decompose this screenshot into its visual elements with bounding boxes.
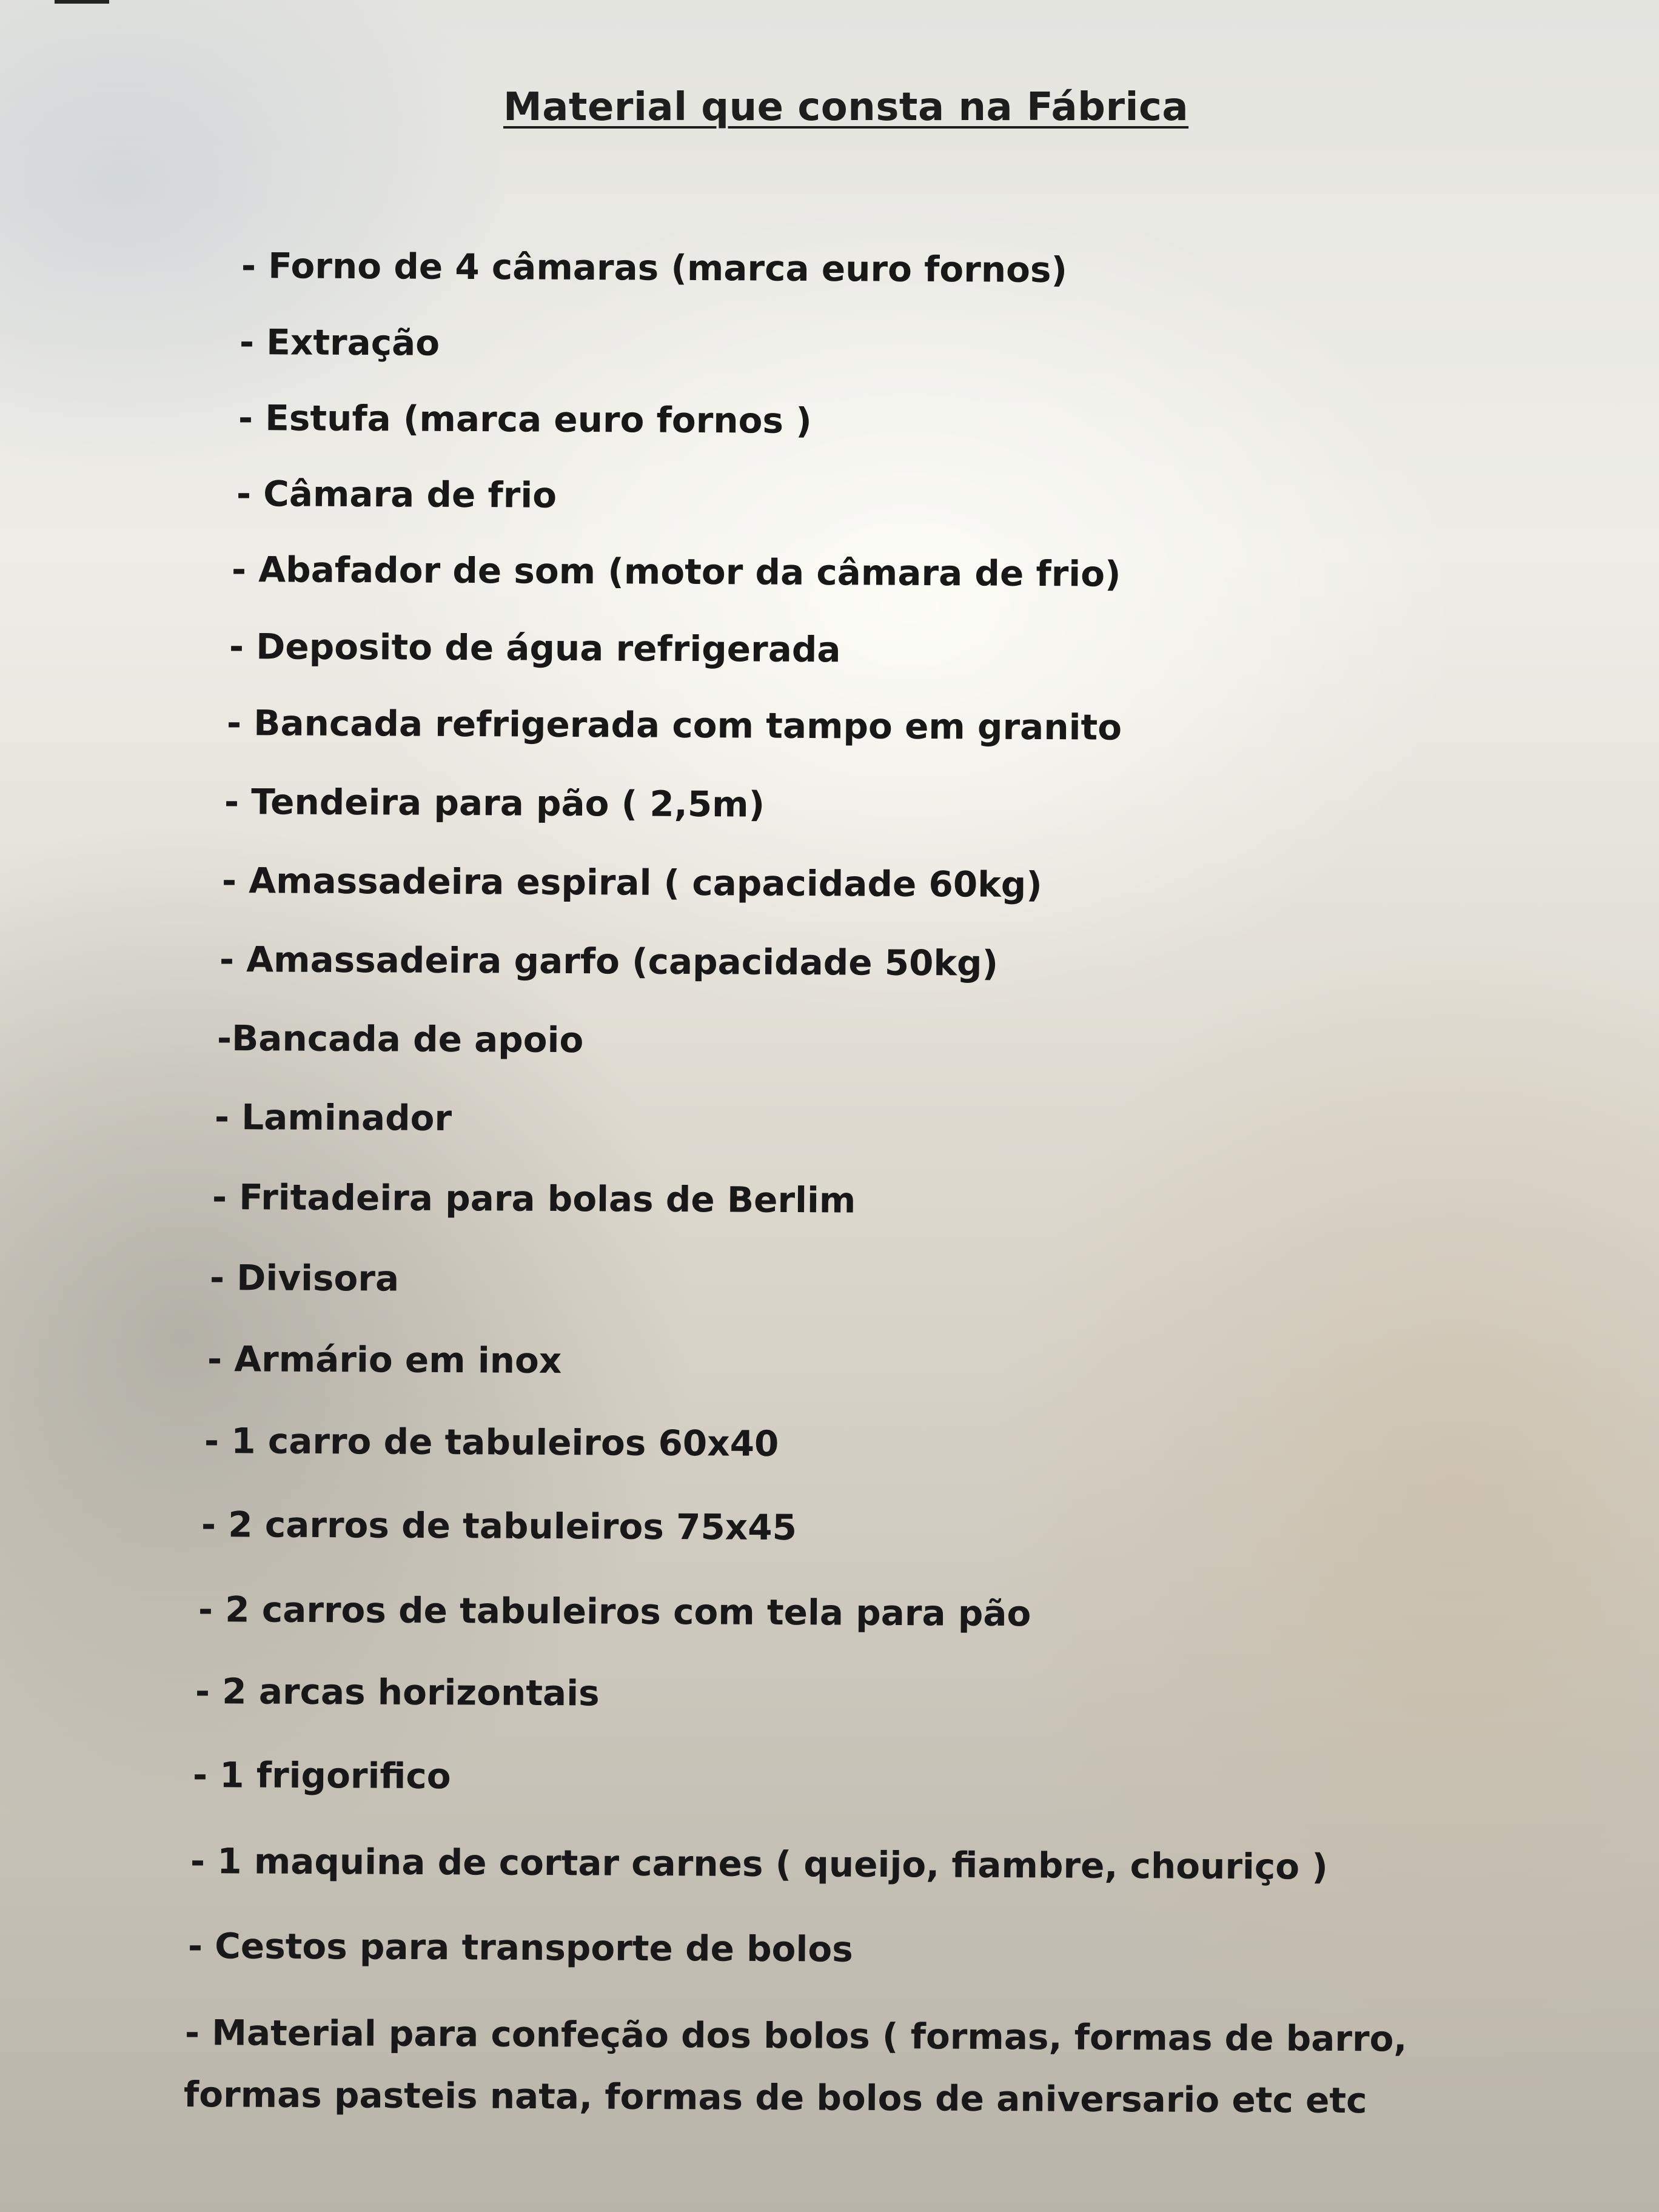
top-edge-mark (55, 0, 109, 4)
list-item-multiline-line2: formas pasteis nata, formas de bolos de aniversario etc etc (183, 2074, 1367, 2122)
list-item: - Cestos para transporte de bolos (187, 1925, 853, 1970)
list-item: - Armário em inox (207, 1338, 562, 1382)
document-title: Material que consta na Fábrica (503, 85, 1189, 130)
list-item: - Deposito de água refrigerada (229, 626, 841, 671)
list-item: - Câmara de frio (236, 473, 557, 516)
list-item: - Extração (239, 321, 440, 364)
list-item: - Abafador de som (motor da câmara de frio) (231, 549, 1121, 595)
list-item: - 1 carro de tabuleiros 60x40 (204, 1420, 779, 1464)
list-item: - Laminador (214, 1096, 452, 1139)
list-item: - 2 carros de tabuleiros com tela para pão (198, 1589, 1031, 1635)
list-item: - 2 carros de tabuleiros 75x45 (201, 1504, 797, 1549)
list-item: - Bancada refrigerada com tampo em granito (226, 702, 1122, 748)
list-item: - Amassadeira espiral ( capacidade 60kg) (221, 860, 1042, 906)
list-item: - 2 arcas horizontais (195, 1671, 600, 1714)
list-item: - Forno de 4 câmaras (marca euro fornos) (241, 245, 1068, 291)
list-item: -Bancada de apoio (216, 1017, 584, 1061)
list-item-multiline-line1: - Material para confeção dos bolos ( formas, formas de barro, (184, 2012, 1407, 2060)
list-item: - Estufa (marca euro fornos ) (238, 397, 812, 441)
list-item: - Amassadeira garfo (capacidade 50kg) (219, 939, 999, 984)
list-item: - 1 maquina de cortar carnes ( queijo, fiambre, chouriço ) (190, 1840, 1329, 1888)
list-item: - Fritadeira para bolas de Berlim (212, 1176, 856, 1221)
list-item: - Tendeira para pão ( 2,5m) (224, 781, 765, 825)
list-item: - 1 frigorifico (192, 1754, 451, 1797)
list-item: - Divisora (209, 1257, 400, 1299)
